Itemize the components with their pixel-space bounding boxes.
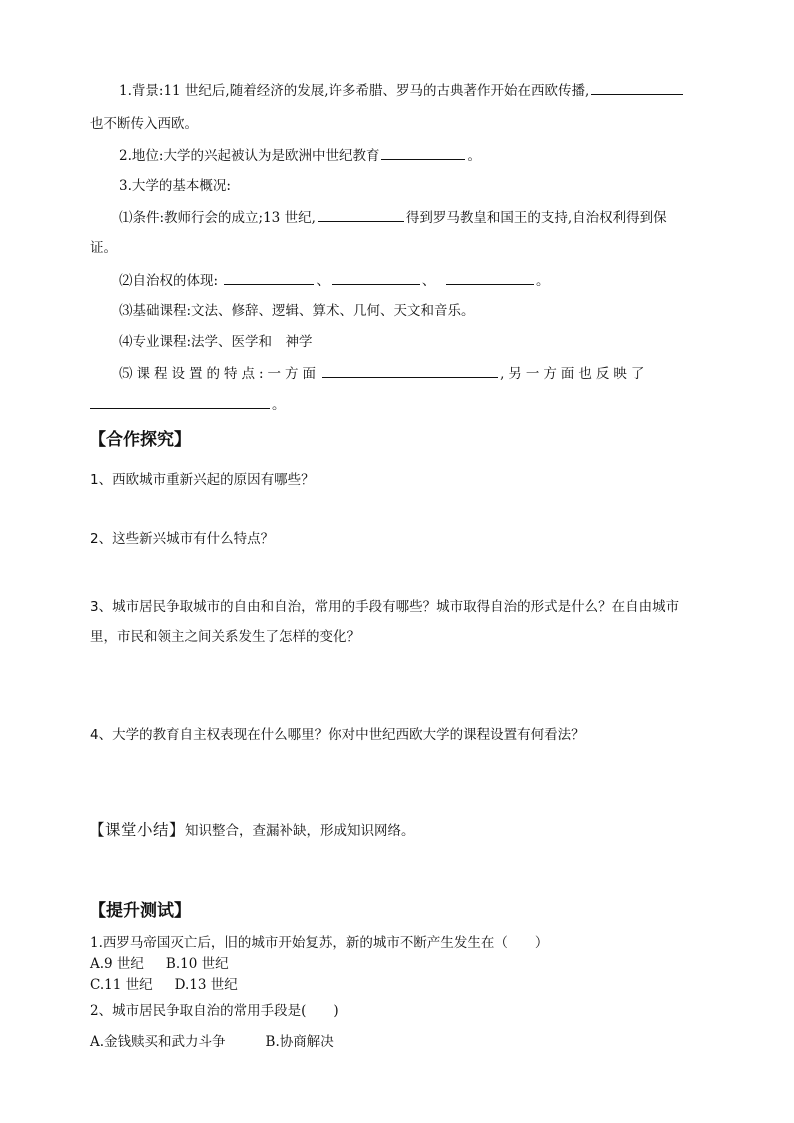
sub-5-line (119, 363, 648, 384)
test-question-1-option-d[interactable]: D.13 世纪 (174, 977, 238, 993)
sub-5-blank-2[interactable] (90, 394, 270, 409)
item-2-blank[interactable] (381, 145, 465, 160)
sub-1-blank[interactable] (318, 207, 404, 222)
sub-1-label: ⑴ (119, 210, 133, 226)
test-question-2-option-a[interactable]: A.金钱赎买和武力斗争 (90, 1034, 226, 1050)
sub-1-text-before: 条件:教师行会的成立;13 世纪, (132, 210, 316, 226)
item-2-line (119, 145, 481, 166)
sub-2-blank-2[interactable] (332, 270, 420, 285)
cooperation-question-4: 4、大学的教育自主权表现在什么哪里？你对中世纪西欧大学的课程设置有何看法？ (90, 727, 585, 743)
cooperation-question-2: 2、这些新兴城市有什么特点？ (90, 531, 275, 547)
sub-5-label: ⑸ (119, 366, 137, 382)
sub-2-label: ⑵ (119, 273, 133, 289)
summary-line (89, 820, 415, 841)
summary-heading: 【课堂小结】 (89, 821, 186, 839)
test-question-1-options-row-2 (90, 975, 238, 995)
item-2-label: 2. (119, 148, 132, 164)
cooperation-heading: 【合作探究】 (89, 430, 191, 450)
test-question-1-option-c[interactable]: C.11 世纪 (90, 977, 153, 993)
test-question-1-stem: 1.西罗马帝国灭亡后，旧的城市开始复苏，新的城市不断产生发生在（ ） (90, 935, 549, 951)
sub-1-continuation: 证。 (90, 240, 117, 256)
sub-5-text-before: 课程设置的特点:一方面 (136, 366, 321, 382)
item-2-end: 。 (467, 148, 481, 164)
sub-3-label: ⑶ (119, 303, 133, 319)
cooperation-question-3-line-2: 里，市民和领主之间关系发生了怎样的变化？ (90, 629, 360, 645)
sub-2-blank-1[interactable] (224, 270, 314, 285)
sub-3-line (119, 301, 475, 321)
cooperation-question-1: 1、西欧城市重新兴起的原因有哪些？ (90, 472, 315, 488)
sub-2-sep-2: 、 (421, 273, 436, 289)
sub-5-text-after: ,另一方面也反映了 (500, 366, 649, 382)
cooperation-question-3-line-1: 3、城市居民争取城市的自由和自治，常用的手段有哪些？城市取得自治的形式是什么？在自由城市 (90, 599, 680, 615)
test-heading: 【提升测试】 (89, 901, 191, 921)
sub-1-text-after: 得到罗马教皇和国王的支持,自治权利得到保 (405, 210, 667, 226)
item-1-continuation: 也不断传入西欧。 (90, 116, 198, 132)
test-question-1-option-b[interactable]: B.10 世纪 (165, 956, 229, 972)
sub-3-text: 基础课程:文法、修辞、逻辑、算术、几何、天文和音乐。 (132, 303, 475, 319)
item-2-text: 地位:大学的兴起被认为是欧洲中世纪教育 (131, 148, 380, 164)
item-1-text: 背景:11 世纪后,随着经济的发展,许多希腊、罗马的古典著作开始在西欧传播, (131, 83, 590, 99)
sub-1-line (119, 207, 667, 228)
test-question-2-stem: 2、城市居民争取自治的常用手段是( ) (90, 1003, 339, 1019)
sub-4-line (119, 332, 313, 352)
sub-2-text: 自治权的体现: (132, 273, 219, 289)
item-3-text: 大学的基本概况: (131, 178, 231, 194)
item-3-line (119, 176, 231, 196)
item-1-blank[interactable] (591, 80, 683, 95)
summary-text: 知识整合，查漏补缺，形成知识网络。 (185, 823, 415, 839)
test-question-1-option-a[interactable]: A.9 世纪 (90, 956, 144, 972)
test-question-1-options-row-1 (90, 954, 229, 974)
sub-5-end: 。 (272, 397, 286, 413)
item-3-label: 3. (119, 178, 132, 194)
sub-2-sep-1: 、 (316, 273, 330, 289)
sub-5-continuation (90, 394, 286, 415)
sub-5-blank-1[interactable] (322, 363, 498, 378)
sub-2-blank-3[interactable] (446, 270, 534, 285)
sub-2-line (119, 270, 549, 291)
sub-2-end: 。 (535, 273, 550, 289)
item-1-label: 1. (119, 83, 132, 99)
sub-4-label: ⑷ (119, 334, 133, 350)
test-question-2-option-b[interactable]: B.协商解决 (265, 1034, 334, 1050)
sub-4-text: 专业课程:法学、医学和 神学 (132, 334, 313, 350)
item-1-line (119, 80, 685, 101)
test-question-2-options (90, 1032, 334, 1052)
